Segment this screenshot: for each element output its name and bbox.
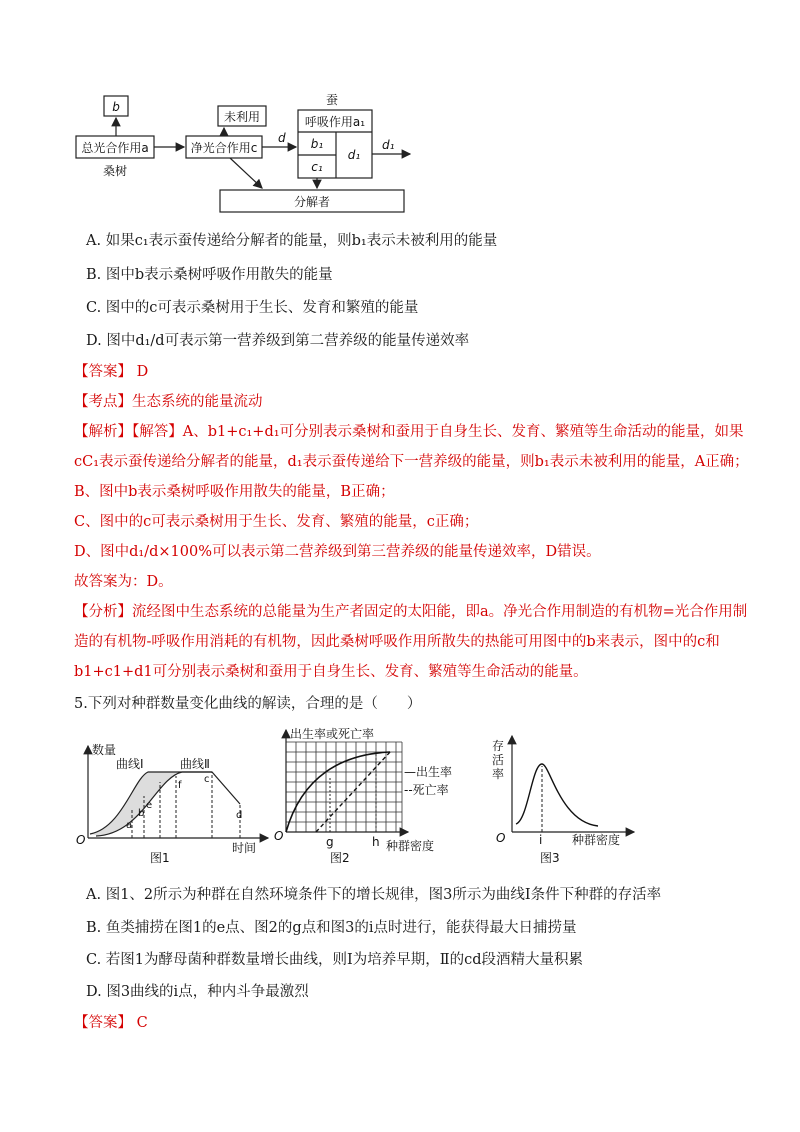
fig2-g: g [326, 835, 334, 849]
resp-label: 呼吸作用a₁ [304, 115, 366, 129]
fig2-legend-birth: —出生率 [404, 765, 453, 779]
q5-answer [74, 1013, 148, 1033]
answer-tag: 【答案】 [74, 364, 132, 380]
answer-value: D [136, 364, 149, 380]
fig1-pt-b: b [138, 808, 145, 819]
fig1-pt-d: d [236, 810, 243, 821]
q4-option-b[interactable]: B. 图中b表示桑树呼吸作用散失的能量 [86, 267, 333, 283]
fig2-grid [286, 742, 402, 832]
fig3-survival-curve [516, 764, 598, 826]
fig1-pt-c: c [204, 774, 210, 785]
analysis-line-2: cC₁表示蚕传递给分解者的能量，d₁表示蚕传递给下一营养级的能量，则b₁表示未被利用的能量，A正确； [74, 454, 749, 470]
figure-3 [488, 730, 648, 870]
q4-option-a[interactable]: A. 如果c₁表示蚕传递给分解者的能量，则b₁表示未被利用的能量 [86, 233, 498, 249]
analysis-line-1: 【解析】【解答】A、b1+c₁+d₁可分别表示桑树和蚕用于自身生长、发育、繁殖等生命活动的能量，如果 [74, 424, 744, 440]
fig2-origin: O [274, 829, 284, 843]
silkworm-label: 蚕 [325, 93, 339, 107]
figure-1 [72, 738, 272, 868]
fig2-legend-death: --死亡率 [404, 783, 449, 797]
fig3-ylabel-1: 存 [492, 739, 505, 753]
fig1-origin: O [76, 833, 86, 847]
fig2-caption: 图2 [330, 851, 350, 865]
fig1-caption: 图1 [150, 851, 170, 865]
fig3-ylabel-3: 率 [492, 767, 505, 781]
arrow-net-to-decomposer [230, 158, 262, 188]
c1-label: c₁ [311, 160, 323, 174]
d-label: d [278, 131, 286, 145]
energy-flow-diagram [70, 90, 450, 220]
fig2-xlabel: 种群密度 [386, 839, 435, 853]
unused-label: 未利用 [223, 110, 261, 124]
q4-option-c[interactable]: C. 图中的c可表示桑树用于生长、发育和繁殖的能量 [86, 300, 419, 316]
fig2-h: h [372, 835, 380, 849]
figure-2 [272, 726, 472, 868]
q4-point [74, 392, 263, 412]
fig1-pt-f: f [178, 780, 182, 791]
q5-option-a[interactable]: A. 图1、2所示为种群在自然环境条件下的增长规律，图3所示为曲线Ⅰ条件下种群的存活率 [86, 887, 662, 903]
fig1-xlabel: 时间 [232, 841, 257, 855]
fig3-xlabel: 种群密度 [572, 833, 621, 847]
mulberry-label: 桑树 [102, 164, 128, 178]
fig3-i: i [539, 833, 543, 847]
conclusion: 故答案为：D。 [74, 574, 173, 590]
fig2-title: 出生率或死亡率 [290, 727, 375, 741]
q5-stem: 5.下列对种群数量变化曲线的解读，合理的是（ ） [74, 696, 422, 712]
q5-answer-tag: 【答案】 [74, 1015, 132, 1031]
point-tag: 【考点】 [74, 394, 132, 410]
fig1-ylabel: 数量 [92, 743, 117, 757]
analysis-line-5: D、图中d₁/d×100%可以表示第二营养级到第三营养级的能量传递效率，D错误。 [74, 544, 601, 560]
fig3-origin: O [496, 831, 506, 845]
d1-out-label: d₁ [382, 138, 395, 152]
fenxi-line-3: b1+c1+d1可分别表示桑树和蚕用于自身生长、发育、繁殖等生命活动的能量。 [74, 664, 588, 680]
d1-label: d₁ [347, 148, 361, 162]
decomposer-label: 分解者 [293, 195, 331, 209]
q5-option-d[interactable]: D. 图3曲线的i点，种内斗争最激烈 [86, 984, 309, 1000]
fig1-curve2-label: 曲线Ⅱ [180, 757, 210, 771]
q5-option-c[interactable]: C. 若图1为酵母菌种群数量增长曲线，则Ⅰ为培养早期，Ⅱ的cd段酒精大量积累 [86, 952, 584, 968]
q4-option-d[interactable]: D. 图中d₁/d可表示第一营养级到第二营养级的能量传递效率 [86, 333, 470, 349]
b1-label: b₁ [310, 137, 324, 151]
fig1-band [90, 772, 182, 836]
fig3-ylabel-2: 活 [492, 753, 505, 767]
fig1-curve1-label: 曲线Ⅰ [116, 757, 144, 771]
gross-label: 总光合作用a [81, 141, 149, 155]
fig1-pt-e: e [146, 800, 153, 811]
analysis-line-3: B、图中b表示桑树呼吸作用散失的能量，B正确； [74, 484, 395, 500]
q5-answer-value: C [136, 1015, 148, 1031]
fenxi-line-1: 【分析】流经图中生态系统的总能量为生产者固定的太阳能，即a。净光合作用制造的有机物=光合作用制 [74, 604, 748, 620]
q4-answer [74, 362, 148, 382]
point-value: 生态系统的能量流动 [132, 394, 263, 410]
analysis-line-4: C、图中的c可表示桑树用于生长、发育、繁殖的能量，c正确； [74, 514, 479, 530]
b-label: b [112, 100, 120, 114]
fenxi-line-2: 造的有机物-呼吸作用消耗的有机物，因此桑树呼吸作用所散失的热能可用图中的b来表示，图中的c和 [74, 634, 720, 650]
q5-option-b[interactable]: B. 鱼类捕捞在图1的e点、图2的g点和图3的i点时进行，能获得最大日捕捞量 [86, 920, 577, 936]
fig3-caption: 图3 [540, 851, 560, 865]
net-label: 净光合作用c [190, 141, 258, 155]
fig1-pt-a: a [126, 820, 133, 831]
